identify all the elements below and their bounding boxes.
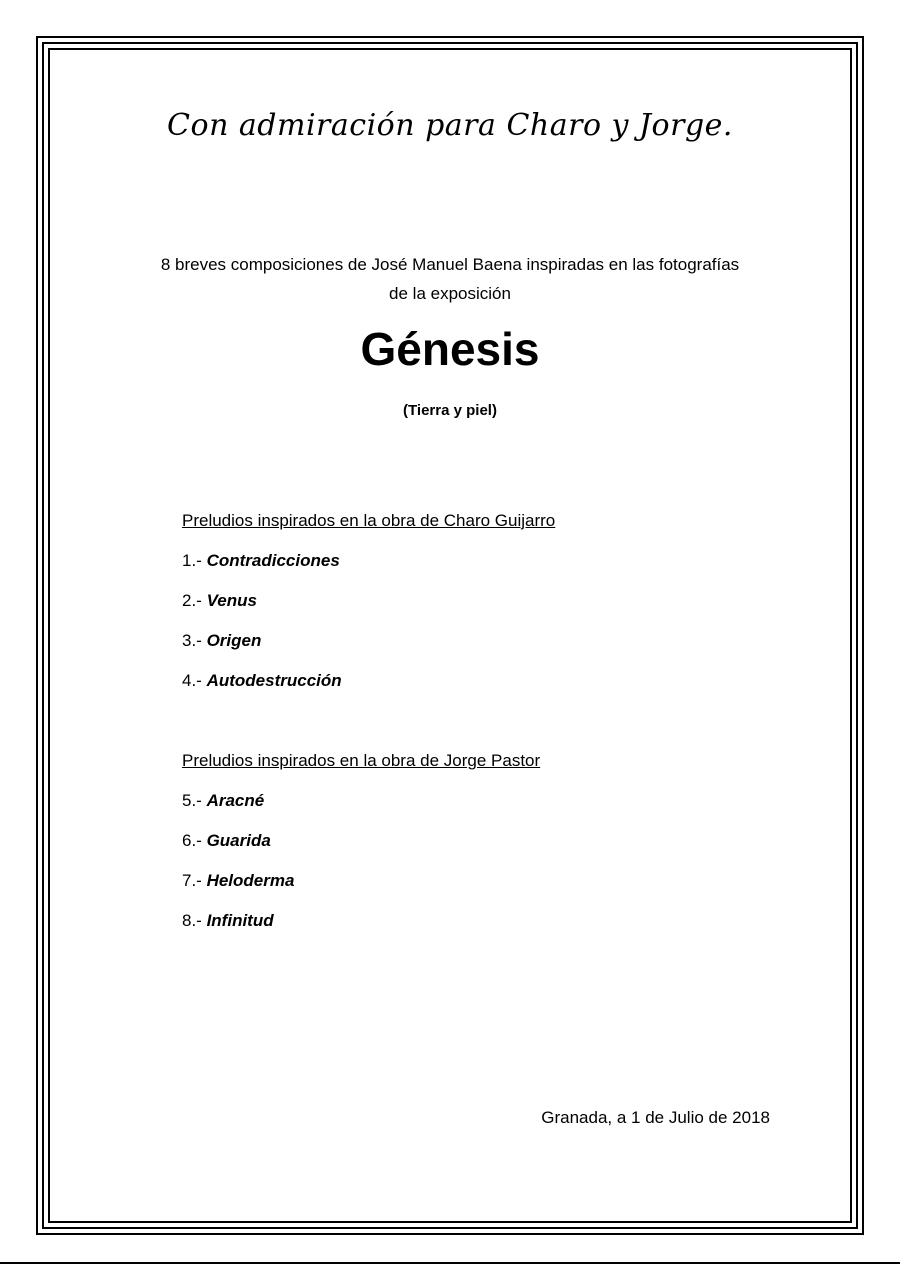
item-name: Origen: [206, 631, 262, 650]
item-name: Aracné: [206, 791, 265, 810]
section-heading: Preludios inspirados en la obra de Jorge Pastor: [182, 751, 541, 770]
list-item: [182, 669, 742, 709]
item-number: 3.-: [182, 631, 202, 650]
section-charo-guijarro: [182, 509, 742, 709]
list-item: [182, 629, 742, 669]
item-number: 5.-: [182, 791, 202, 810]
item-number: 7.-: [182, 871, 202, 890]
bottom-rule: [0, 1262, 900, 1264]
item-number: 8.-: [182, 911, 202, 930]
page-title: Génesis: [360, 323, 540, 375]
section-heading: Preludios inspirados en la obra de Charo Guijarro: [182, 511, 556, 530]
item-name: Heloderma: [206, 871, 295, 890]
item-name: Autodestrucción: [206, 671, 342, 690]
item-number: 2.-: [182, 591, 202, 610]
item-name: Venus: [206, 591, 257, 610]
item-name: Guarida: [206, 831, 271, 850]
subtitle: 8 breves composiciones de José Manuel Baena inspiradas en las fotografías de la exposición: [160, 255, 740, 303]
item-name: Contradicciones: [206, 551, 340, 570]
list-item: [182, 549, 742, 589]
item-number: 4.-: [182, 671, 202, 690]
section-jorge-pastor: [182, 749, 742, 949]
list-item: [182, 789, 742, 829]
item-number: 6.-: [182, 831, 202, 850]
signoff: Granada, a 1 de Julio de 2018: [541, 1108, 770, 1127]
item-number: 1.-: [182, 551, 202, 570]
tagline: (Tierra y piel): [403, 402, 497, 419]
item-name: Infinitud: [206, 911, 274, 930]
dedication: Con admiración para Charo y Jorge.: [167, 108, 733, 143]
list-item: [182, 909, 742, 949]
list-item: [182, 589, 742, 629]
list-item: [182, 869, 742, 909]
list-item: [182, 829, 742, 869]
